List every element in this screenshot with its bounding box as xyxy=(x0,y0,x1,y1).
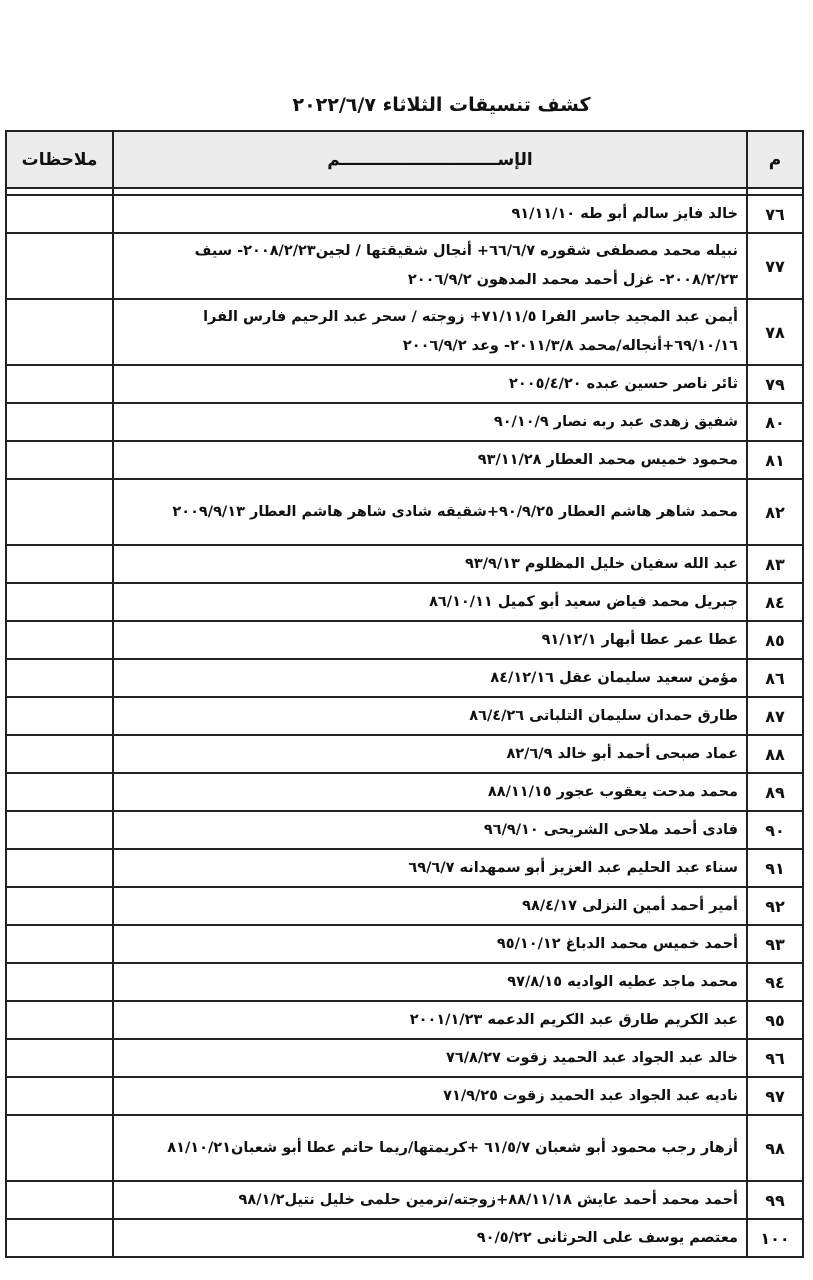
row-notes xyxy=(6,233,113,299)
row-name: محمد مدحت يعقوب عجور ٨٨/١١/١٥ xyxy=(113,773,747,811)
column-header-number: م xyxy=(747,131,803,188)
table-body xyxy=(6,195,803,1257)
table-row xyxy=(6,621,803,659)
row-number: ٨١ xyxy=(747,441,803,479)
row-name: عطا عمر عطا أبهار ٩١/١٢/١ xyxy=(113,621,747,659)
table-row xyxy=(6,1115,803,1181)
row-name: أحمد خميس محمد الدباغ ٩٥/١٠/١٢ xyxy=(113,925,747,963)
row-notes xyxy=(6,811,113,849)
page-title: كشف تنسيقات الثلاثاء ٢٠٢٢/٦/٧ xyxy=(292,94,591,116)
table-row xyxy=(6,1039,803,1077)
row-number: ٧٨ xyxy=(747,299,803,365)
row-number: ٩٢ xyxy=(747,887,803,925)
row-name: فادى أحمد ملاحى الشريحى ٩٦/٩/١٠ xyxy=(113,811,747,849)
table-row xyxy=(6,583,803,621)
table-row xyxy=(6,925,803,963)
row-notes xyxy=(6,1219,113,1257)
row-number: ٩٦ xyxy=(747,1039,803,1077)
row-name: سناء عبد الحليم عبد العزيز أبو سمهدانه ٦٩/٦/٧ xyxy=(113,849,747,887)
row-notes xyxy=(6,849,113,887)
table-row xyxy=(6,195,803,233)
row-number: ٧٩ xyxy=(747,365,803,403)
row-notes xyxy=(6,1181,113,1219)
table-row xyxy=(6,697,803,735)
table-row xyxy=(6,735,803,773)
table-header-row xyxy=(6,131,803,188)
row-name: جبريل محمد فياض سعيد أبو كميل ٨٦/١٠/١١ xyxy=(113,583,747,621)
row-name: محمد شاهر هاشم العطار ٩٠/٩/٢٥+شقيقه شادى شاهر هاشم العطار ٢٠٠٩/٩/١٣ xyxy=(113,479,747,545)
table-row xyxy=(6,887,803,925)
row-number: ٨٤ xyxy=(747,583,803,621)
row-number: ٨٧ xyxy=(747,697,803,735)
row-notes xyxy=(6,1039,113,1077)
row-number: ٨٥ xyxy=(747,621,803,659)
row-name: ناديه عبد الجواد عبد الحميد زقوت ٧١/٩/٢٥ xyxy=(113,1077,747,1115)
row-number: ٨٣ xyxy=(747,545,803,583)
row-number: ٨٦ xyxy=(747,659,803,697)
table-row xyxy=(6,963,803,1001)
column-header-name: الإســـــــــــــــــــــــــــم xyxy=(113,131,747,188)
table-row xyxy=(6,1219,803,1257)
table-row xyxy=(6,1077,803,1115)
row-notes xyxy=(6,925,113,963)
row-name: عبد الله سفيان خليل المظلوم ٩٣/٩/١٣ xyxy=(113,545,747,583)
table-row xyxy=(6,365,803,403)
names-table xyxy=(5,130,804,1258)
row-number: ٩٤ xyxy=(747,963,803,1001)
column-header-notes: ملاحظات xyxy=(6,131,113,188)
row-name: أمير أحمد أمين النزلى ٩٨/٤/١٧ xyxy=(113,887,747,925)
row-number: ٩٥ xyxy=(747,1001,803,1039)
row-notes xyxy=(6,1001,113,1039)
row-notes xyxy=(6,441,113,479)
row-notes xyxy=(6,479,113,545)
row-name: أزهار رجب محمود أبو شعبان ٦١/٥/٧ +كريمتها/ريما حاتم عطا أبو شعبان٨١/١٠/٢١ xyxy=(113,1115,747,1181)
row-notes xyxy=(6,735,113,773)
row-name: شفيق زهدى عبد ربه نصار ٩٠/١٠/٩ xyxy=(113,403,747,441)
row-name: خالد عبد الجواد عبد الحميد زقوت ٧٦/٨/٢٧ xyxy=(113,1039,747,1077)
row-number: ٨٩ xyxy=(747,773,803,811)
row-name: طارق حمدان سليمان التلباتى ٨٦/٤/٢٦ xyxy=(113,697,747,735)
table-row xyxy=(6,403,803,441)
table-row xyxy=(6,233,803,299)
row-notes xyxy=(6,1115,113,1181)
row-notes xyxy=(6,583,113,621)
row-name: عماد صبحى أحمد أبو خالد ٨٢/٦/٩ xyxy=(113,735,747,773)
table-row xyxy=(6,441,803,479)
row-number: ٩٩ xyxy=(747,1181,803,1219)
table-row xyxy=(6,545,803,583)
row-name: محمد ماجد عطيه الواديه ٩٧/٨/١٥ xyxy=(113,963,747,1001)
row-notes xyxy=(6,621,113,659)
row-notes xyxy=(6,773,113,811)
row-number: ٨٠ xyxy=(747,403,803,441)
row-name: معتصم يوسف على الحرثانى ٩٠/٥/٢٢ xyxy=(113,1219,747,1257)
row-notes xyxy=(6,659,113,697)
header-spacer xyxy=(6,188,803,195)
row-number: ٩٣ xyxy=(747,925,803,963)
row-name: خالد فايز سالم أبو طه ٩١/١١/١٠ xyxy=(113,195,747,233)
row-number: ٩٧ xyxy=(747,1077,803,1115)
row-name: أيمن عبد المجيد جاسر الفرا ٧١/١١/٥+ زوجته / سحر عبد الرحيم فارس الفرا ٦٩/١٠/١٦+أنجاله/محمد ٢٠١١/٣/٨- وعد ٢٠٠٦/٩/٢ xyxy=(113,299,747,365)
table-row xyxy=(6,1181,803,1219)
row-notes xyxy=(6,963,113,1001)
row-number: ٨٨ xyxy=(747,735,803,773)
row-number: ١٠٠ xyxy=(747,1219,803,1257)
table-row xyxy=(6,299,803,365)
table-row xyxy=(6,659,803,697)
row-number: ٨٢ xyxy=(747,479,803,545)
row-notes xyxy=(6,365,113,403)
table-row xyxy=(6,479,803,545)
row-name: محمود خميس محمد العطار ٩٣/١١/٢٨ xyxy=(113,441,747,479)
row-name: نبيله محمد مصطفى شقوره ٦٦/٦/٧+ أنجال شقيقتها / لجين٢٠٠٨/٢/٢٣- سيف ٢٠٠٨/٢/٢٣- غزل أحمد محمد المدهون ٢٠٠٦/٩/٢ xyxy=(113,233,747,299)
row-notes xyxy=(6,697,113,735)
row-notes xyxy=(6,299,113,365)
row-name: عبد الكريم طارق عبد الكريم الدعمه ٢٠٠١/١/٢٣ xyxy=(113,1001,747,1039)
row-number: ٩٠ xyxy=(747,811,803,849)
row-number: ٩٨ xyxy=(747,1115,803,1181)
row-notes xyxy=(6,403,113,441)
row-notes xyxy=(6,887,113,925)
table-row xyxy=(6,1001,803,1039)
row-number: ٧٦ xyxy=(747,195,803,233)
row-name: أحمد محمد أحمد عايش ٨٨/١١/١٨+زوجته/نرمين حلمى خليل نتيل٩٨/١/٢ xyxy=(113,1181,747,1219)
table-row xyxy=(6,773,803,811)
row-number: ٧٧ xyxy=(747,233,803,299)
row-notes xyxy=(6,195,113,233)
table-row xyxy=(6,811,803,849)
row-notes xyxy=(6,1077,113,1115)
table-row xyxy=(6,849,803,887)
row-notes xyxy=(6,545,113,583)
row-name: ثائر ناصر حسين عبده ٢٠٠٥/٤/٢٠ xyxy=(113,365,747,403)
row-number: ٩١ xyxy=(747,849,803,887)
row-name: مؤمن سعيد سليمان عقل ٨٤/١٢/١٦ xyxy=(113,659,747,697)
